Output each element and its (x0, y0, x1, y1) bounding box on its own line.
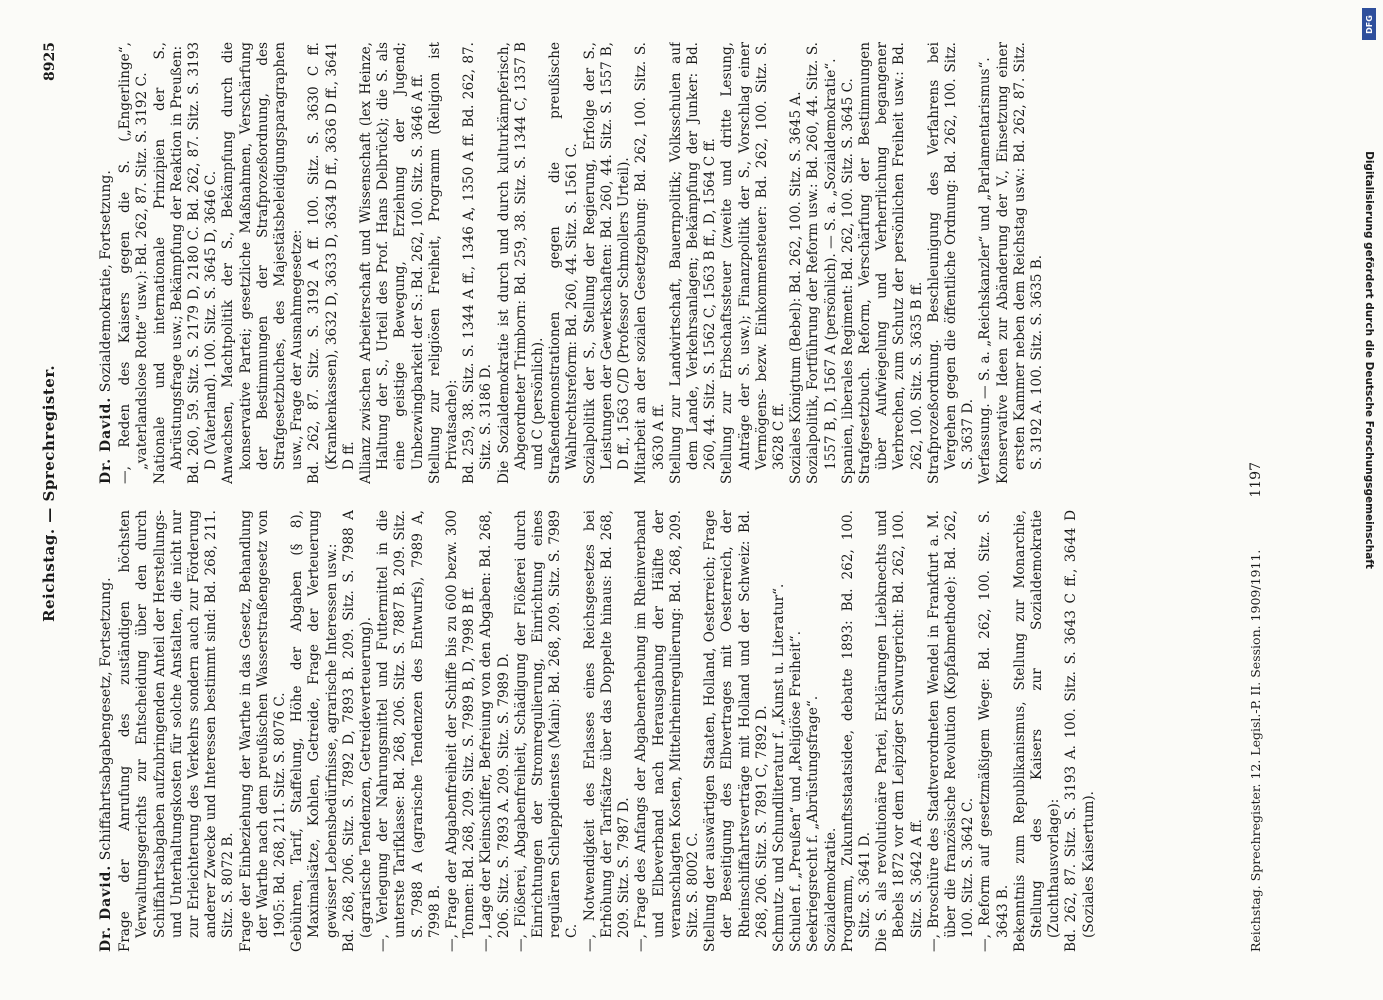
register-entry: Sozialdemokratie. (822, 827, 839, 952)
register-entry: Stellung zur Landwirtschaft, Bauernpolitik; Volksschulen auf dem Lande, Verkehrsanlagen; Bekämpfung der Junker: Bd. 260, 44. Sitz. S. 1562 C, 1563 B ff., D, 1564 C ff. (667, 42, 719, 484)
register-entry: —, Frage der Abgabenfreiheit der Schiffe bis zu 600 bezw. 300 Tonnen: Bd. 268, 209. Sitz. S. 7989 B, D, 7998 B ff. (444, 510, 478, 952)
left-column (98, 510, 1178, 952)
register-entry: Die S. als revolutionäre Partei, Erklärungen Liebknechts und Bebels 1872 vor dem Leipziger Schwurgericht: Bd. 262, 100. Sitz. S. 3642 A ff. (874, 510, 925, 952)
speaker-name: Dr. David. (98, 396, 114, 484)
page-header (40, 42, 76, 952)
register-entry: Bd. 260, 59. Sitz. S. 2179 D, 2180 C. Bd. 262, 87. Sitz. S. 3193 D (Vaterland). 100. Sitz. S. 3645 D, 3646 C. (186, 42, 220, 484)
register-entry: Frage der Einbeziehung der Warthe in das Gesetz, Behandlung der Warthe nach dem preußischen Wasserstraßengesetz von 1905: Bd. 268, 211. Sitz. S. 8076 C. (237, 510, 289, 952)
register-entry: Soziales Königtum (Bebel): Bd. 262, 100. Sitz. S. 3645 A. (788, 91, 805, 484)
register-entry: Strafprozeßordnung. Beschleunigung des Verfahrens bei Vergehen gegen die öffentliche Ordnung: Bd. 262, 100. Sitz. S. 3637 D. (925, 42, 977, 484)
right-column-head (98, 42, 115, 484)
register-entry: Strafgesetzbuch. Reform, Verschärfung der Bestimmungen über Aufwiegelung und Verherrlichung begangener Verbrechen, zum Schutz der persönlichen Freiheit usw.: Bd. 262, 100. Sitz. S. 3635 B ff. (856, 42, 925, 484)
register-entry: Nationale und internationale Prinzipien der S., Abrüstungsfrage usw.; Bekämpfung der Reaktion in Preußen: (151, 42, 185, 484)
register-entry: —, Reform auf gesetzmäßigem Wege: Bd. 262, 100. Sitz. S. 3643 B. (977, 510, 1011, 952)
register-entry: Die Sozialdemokratie ist durch und durch kulturkämpferisch, Abgeordneter Trimborn: Bd. 259, 38. Sitz. S. 1344 C, 1357 B und C (persönlich). (495, 42, 547, 484)
running-title: Reichstag. — Sprechregister. (40, 364, 58, 622)
register-entry: —, Reden des Kaisers gegen die S. („Engerlinge“, „vaterlandslose Rotte“ usw.): Bd. 262, 87. Sitz. S. 3192 C. (117, 42, 151, 484)
register-entry: Stellung der auswärtigen Staaten, Holland, Oesterreich; Frage der Beseitigung des Elbvertrages mit Oesterreich, der Rheinschiffahrtsverträge mit Holland und der Schweiz: Bd. 268, 206. Sitz. S. 7891 C, 7892 D. (702, 510, 770, 952)
page-number: 8925 (42, 42, 58, 81)
register-entry: Spanien, liberales Regiment: Bd. 262, 100. Sitz. S. 3645 C. (839, 78, 856, 484)
two-column-body (98, 42, 1178, 952)
register-entry: Stellung zur religiösen Freiheit, Programm (Religion ist Privatsache): (426, 42, 461, 484)
register-entry: Verfassung. — S. a. „Reichskanzler“ und „Parlamentarismus“. (977, 57, 994, 484)
register-entry: Bd. 268, 206. Sitz. S. 7892 D, 7893 B. 209. Sitz. S. 7988 A (agrarische Tendenzen, Getreideverteuerung). (340, 510, 375, 952)
right-column (98, 42, 1178, 484)
footer-page-number: 1197 (1248, 462, 1264, 498)
speaker-name: Dr. David. (98, 864, 114, 952)
register-entry: Bd. 262, 87. Sitz. S. 3192 A ff. 100. Sitz. S. 3630 C ff. (Krankenkassen), 3632 D, 3633 D, 3634 D ff., 3636 D ff., 3641 D ff. (306, 42, 357, 484)
register-entry: Sozialpolitik der S., Stellung der Regierung, Erfolge der S., Leistungen der Gewerkschaften: Bd. 260, 44. Sitz. S. 1557 B, D ff., 1563 C/D (Professor Schmollers Urteil). (581, 42, 633, 484)
right-entry-list (117, 42, 1046, 484)
register-entry: Straßendemonstrationen gegen die preußische Wahlrechtsreform: Bd. 260, 44. Sitz. S. 1561 C. (547, 42, 581, 484)
register-entry: —, Frage des Anfangs der Abgabenerhebung im Rheinverband und Elbeverband nach Herausgabung der Hälfte der veranschlagten Kosten, Mittelrheinregulierung: Bd. 268, 209. Sitz. S. 8002 C. (633, 510, 701, 952)
register-entry: Anwachsen, Machtpolitik der S., Bekämpfung durch die konservative Partei; gesetzliche Maßnahmen, Verschärfung der Bestimmungen der Strafprozeßordnung, des Strafgesetzbuches, des Majestätsbeleidigungsparagraphen usw., Frage der Ausnahmegesetze: (220, 42, 306, 484)
register-entry: Frage der Anrufung des zuständigen höchsten Verwaltungsgerichts zur Entscheidung über den durch Schiffahrtsabgaben aufzubringenden Anteil der Herstellungs- und Unterhaltungskosten für solche Anstalten, die nicht nur zur Erleichterung des Verkehrs sondern auch zur Förderung anderer Zwecke und Interessen bestimmt sind: Bd. 268, 211. Sitz. S. 8072 B. (117, 510, 237, 952)
topic-continued: Schiffahrtsabgabengesetz, Fortsetzung. (98, 577, 114, 861)
register-entry: Bekenntnis zum Republikanismus, Stellung zur Monarchie, Stellung des Kaisers zur Sozialdemokratie (Zuchthausvorlage): (1011, 510, 1063, 952)
register-entry: Gebühren, Tarif, Staffelung, Höhe der Abgaben (§ 8), Maximalsätze, Kohlen, Getreide, Frage der Verteuerung gewisser Lebensbedürfnisse, agrarische Interessen usw.: (289, 510, 340, 952)
register-entry: Schulen f. „Preußen“ und „Religiöse Freiheit“. (788, 630, 805, 952)
left-column-head (98, 510, 115, 952)
dfg-logo: DFG (1362, 8, 1376, 40)
register-entry: Mitarbeit an der sozialen Gesetzgebung: Bd. 262, 100. Sitz. S. 3630 A ff. (633, 42, 667, 484)
register-entry: Konservative Ideen zur Abänderung der V., Einsetzung einer ersten Kammer neben dem Reichstag usw.: Bd. 262, 87. Sitz. S. 3192 A. 100. Sitz. S. 3635 B. (994, 42, 1045, 484)
left-entry-list (117, 510, 1098, 952)
register-entry: —, Notwendigkeit des Erlasses eines Reichsgesetzes bei Erhöhung der Tarifsätze über das Doppelte hinaus: Bd. 268, 209. Sitz. S. 7987 D. (581, 510, 633, 952)
page-footer (1248, 42, 1264, 952)
register-entry: —, Lage der Kleinschiffer, Befreiung von den Abgaben: Bd. 268, 206. Sitz. S. 7893 A. 209. Sitz. S. 7989 D. (478, 510, 512, 952)
register-entry: —, Broschüre des Stadtverordneten Wendel in Frankfurt a. M. über die französische Revolution (Kopfabmethode): Bd. 262, 100. Sitz. S. 3642 C. (925, 510, 977, 952)
register-entry: Bd. 262, 87. Sitz. S. 3193 A. 100. Sitz. S. 3643 C ff., 3644 D (Soziales Kaisertum). (1063, 510, 1097, 952)
register-entry: Allianz zwischen Arbeiterschaft und Wissenschaft (lex Heinze, Haltung der S., Urteil des Prof. Hans Delbrück); die S. als eine geistige Bewegung, Erziehung der Jugend; Unbezwingbarkeit der S.: Bd. 262, 100. Sitz. S. 3646 A ff. (358, 42, 426, 484)
register-entry: Seekriegsrecht f. „Abrüstungsfrage“. (805, 695, 822, 952)
register-entry: Sozialpolitik, Fortführung der Reform usw.: Bd. 260, 44. Sitz. S. 1557 B, D, 1567 A (persönlich). — S. a. „Sozialdemokratie“. (805, 42, 839, 484)
register-entry: —, Flößerei, Abgabenfreiheit, Schädigung der Flößerei durch Einrichtungen der Stromregulierung, Einrichtung eines regulären Schleppdienstes (Main): Bd. 268, 209. Sitz. S. 7989 C. (512, 510, 581, 952)
topic-continued: Sozialdemokratie, Fortsetzung. (98, 170, 114, 393)
register-entry: —, Verlegung der Nahrungsmittel und Futtermittel in die unterste Tarifklasse: Bd. 268, 206. Sitz. S. 7887 B. 209. Sitz. S. 7988 A (agrarische Tendenzen des Entwurfs), 7989 A, 7998 B. (375, 510, 443, 952)
register-entry: Bd. 259, 38. Sitz. S. 1344 A ff., 1346 A, 1350 A ff. Bd. 262, 87. Sitz. S. 3186 D. (461, 42, 495, 484)
footer-source: Reichstag. Sprechregister. 12. Legisl.-P. II. Session. 1909/1911. (1248, 549, 1263, 952)
register-entry: Programm, Zukunftsstaatsidee, debatte 1893: Bd. 262, 100. Sitz. S. 3641 D. (839, 510, 873, 952)
register-entry: Schmutz- und Schundliteratur f. „Kunst u. Literatur“. (770, 583, 787, 952)
register-entry: Stellung zur Erbschaftssteuer (zweite und dritte Lesung, Anträge der S. usw.); Finanzpolitik der S., Vorschlag einer Vermögens- bezw. Einkommensteuer: Bd. 262, 100. Sitz. S. 3628 C ff. (719, 42, 787, 484)
